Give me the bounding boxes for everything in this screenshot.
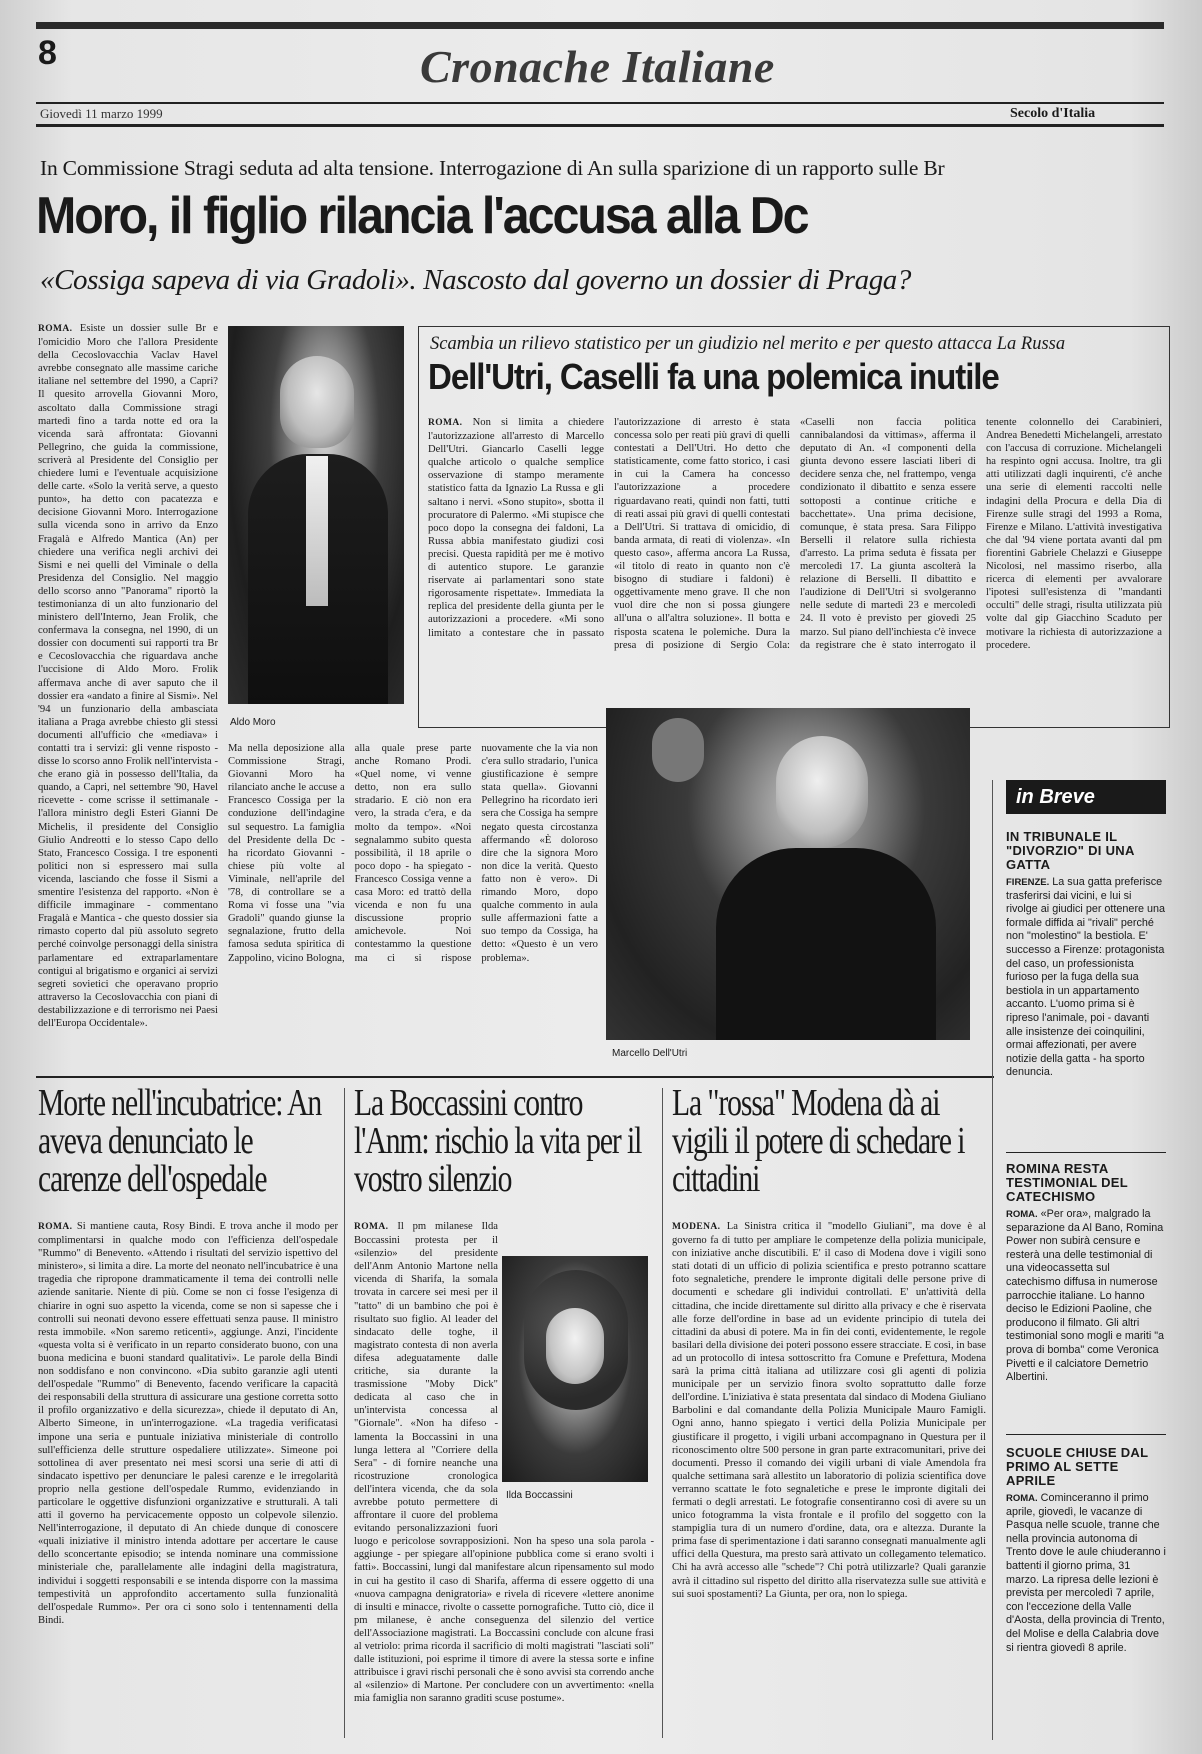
- bottom-story-1-body: Si mantiene cauta, Rosy Bindi. E trova anche il modo per complimentarsi in qualche modo con l'efficienza dell'ospedale "Rummo" di Benevento. «Attendo i risultati del servizio ispettivo del ministero», si limita a dire. La morte del neonato nell'incubatrice è una tragedia che ripropone drammaticamente il tema dei controlli nelle aziende sanitarie. Niente di più. Come se non ci fosse l'esigenza di chiarire in ogni suo aspetto la vicenda, come se non si sapesse che i controlli sui neonati devono essere effettuati senza pause. Il ministro resta immobile. «Non saremo reticenti», aggiunge. Anzi, l'incidente «questa volta si è verificato in un reparto considerato buono, con una buona medicina e buoni standard qualitativi». Le parole della Bindi non soddisfano e non convincono. «Dia subito garanzie agli utenti dell'ospedale "Rummo" di Benevento, facendo verificare la capacità dei responsabili della struttura di assicurare una gestione corretta sotto il profilo organizzativo e della sicurezza», chiede il deputato di An, Alberto Simeone, in un'interrogazione. «La tragedia verificatasi impone una seria e puntuale iniziativa ministeriale di controllo sull'efficienza delle strutture ospedaliere utilizzate». Simeone poi sottolinea di aver presentato nei mesi scorsi una serie di atti di sindacato ispettivo per denunciare le palesi carenze e le irregolarità proprio nella gestione dell'ospedale Rummo, evidenziando in particolare le oggettive disfunzioni organizzative e strutturali. A tali atti il governo ha pervicacemente opposto un colpevole silenzio. Nell'interrogazione, il deputato di An chiede dunque di conoscere «quali iniziative il ministro intenda adottare per accertare le cause dello sconcertante episodio; se intenda nominare una commissione ministeriale che, parallelamente alle indagini della magistratura, individui i soggetti responsabili e se intenda disporre con la massima tempestività un approfondito accertamento sulla funzionalità dell'ospedale Rummo». Per ora ci sono solo i tentennamenti della Bindi.: [38, 1221, 338, 1626]
- portrait-face-shape: [776, 736, 868, 848]
- box-headline: Dell'Utri, Caselli fa una polemica inutile: [428, 356, 999, 397]
- brief-dateline-1: FIRENZE.: [1006, 877, 1050, 888]
- bottom-story-1-headline: Morte nell'incubatrice: An aveva denunciato le carenze dell'ospedale: [38, 1084, 322, 1200]
- top-rule: [36, 22, 1164, 29]
- main-story-column-1: [38, 322, 218, 1064]
- brief-title-3: SCUOLE CHIUSE DAL PRIMO AL SETTE APRILE: [1006, 1445, 1149, 1488]
- bottom-section-rule: [36, 1076, 994, 1078]
- in-breve-label: in Breve: [1016, 786, 1095, 808]
- brief-title-1: IN TRIBUNALE IL "DIVORZIO" DI UNA GATTA: [1006, 829, 1135, 872]
- bottom-story-1-text: [38, 1220, 338, 1740]
- brief-divider: [1006, 1152, 1166, 1153]
- dellutri-photo-caption: Marcello Dell'Utri: [612, 1048, 688, 1059]
- aldo-moro-photo: [228, 326, 404, 704]
- portrait-face-shape: [280, 356, 354, 448]
- column-divider: [992, 780, 993, 1740]
- bottom-story-2-headline-box: [354, 1084, 654, 1208]
- bottom-story-2-dateline: ROMA.: [354, 1222, 389, 1232]
- brief-dateline-2: ROMA.: [1006, 1209, 1038, 1220]
- portrait-body-shape: [716, 848, 936, 1040]
- page-number: 8: [38, 34, 57, 72]
- brief-text-1: La sua gatta preferisce trasferirsi dai vicini, e lui si rivolge ai giudici per ottenere una formale diffida ai "rivali" perché non "molestino" la bestiola. E' successo a Firenze: protagonista del caso, un professionista furioso per la fuga della sua bestiola in un appartamento accanto. L'uomo prima si è ripreso l'animale, poi - davanti alle insistenze dei coinquilini, ormai affezionati, per avere notizie della gatta - ha sporto denuncia.: [1006, 876, 1166, 1079]
- bottom-story-3-dateline: MODENA.: [672, 1222, 721, 1232]
- background-figure-shape: [652, 718, 704, 782]
- main-kicker: In Commissione Stragi seduta ad alta tensione. Interrogazione di An sulla sparizione di un rapporto sulle Br: [40, 156, 945, 180]
- paper-name: Secolo d'Italia: [1010, 106, 1096, 121]
- main-subhead: «Cossiga sapeva di via Gradoli». Nascosto dal governo un dossier di Praga?: [40, 264, 912, 296]
- bottom-story-1-dateline: ROMA.: [38, 1222, 73, 1232]
- boccassini-photo-caption: Ilda Boccassini: [506, 1490, 573, 1501]
- bottom-story-1-headline-box: [38, 1084, 338, 1208]
- bottom-story-2-headline: La Boccassini contro l'Anm: rischio la vita per il vostro silenzio: [354, 1084, 642, 1200]
- main-story-text-1: Esiste un dossier sulle Br e l'omicidio Moro che l'allora Presidente della Cecoslovacchia Vaclav Havel avrebbe consegnato alle massime cariche italiane nel settembre del 1990, a Capri? Il quesito arrovella Giovanni Moro, ascoltato dalla Commissione stragi martedì fino a tarda notte ed ora la vicenda sarà affrontata: Giovanni Pellegrino, che guida la commissione, scriverà al Presidente del Consiglio per chiedere lumi e l'eventuale acquisizione delle carte. «Solo la verità serve, a questo punto», ha detto con pacatezza e decisione Giovanni Moro. Interrogazione sulla vicenda sono in arrivo da Enzo Fragalà e Alfredo Mantica (An) per chiedere una verifica negli archivi dei Sismi e nei quelli del Viminale o della Presidenza del Consiglio. Nel maggio dello scorso anno "Panorama" riportò la testimonianza di un alto funzionario del ministero dell'Interno, Jean Frolik, che confermava la consegna, nel 1990, di un dossier con documenti sui rapporti tra Br e Cecoslovacchia che riguardava anche l'uccisione di Aldo Moro. Frolik affermava anche di aver saputo che il dossier era «andato a finire al Sismi». Nel '94 un funzionario della ambasciata italiana a Praga avrebbe chiesto gli stessi documenti all'ufficio che «mediava» i contatti tra i servizi: gli venne risposto - disse lo scorso anno Frolik nell'intervista - che erano già in possesso dell'Italia, da quando, a Capri, nel settembre '90, Havel ricevette - come scrisse il settimanale - l'allora ministro degli Esteri Gianni De Michelis, il presidente del Consiglio Giulio Andreotti e lo stesso Capo dello Stato, Francesco Cossiga. I tre esponenti politici non si espressero mai sulla vicenda, lasciando che fosse il Sismi a smentire l'esistenza del rapporto. «Non è difficile immaginare - commentano Fragalà e Mantica - che questo dossier sia rimasto coperto dal più assoluto segreto perché coinvolge personaggi della sinistra parlamentare ed extraparlamentare contigui al brigatismo e organici ai servizi segreti sovietici che operavano proprio attraverso la Cecoslovacchia con piani di destabilizzazione e di terrorismo nei Paesi dell'Europa Occidentale».: [38, 323, 218, 1029]
- brief-item-3: [1006, 1446, 1166, 1655]
- box-text: [428, 416, 1162, 718]
- brief-text-3: Cominceranno il primo aprile, giovedì, le vacanze di Pasqua nelle scuole, tranne che nella provincia autonoma di Trento dove le aule chiuderanno i battenti il giorno prima, 31 marzo. La ripresa delle lezioni è prevista per mercoledì 7 aprile, con l'eccezione della Valle d'Aosta, della provincia di Trento, del Molise e della Calabria dove si rientra giovedì 8 aprile.: [1006, 1492, 1166, 1654]
- in-breve-banner: [1006, 780, 1166, 814]
- box-dateline: ROMA.: [428, 418, 463, 428]
- portrait-shirt-shape: [306, 456, 328, 606]
- column-divider: [344, 1088, 345, 1738]
- issue-date: Giovedì 11 marzo 1999: [40, 106, 163, 121]
- section-title: Cronache Italiane: [420, 41, 775, 92]
- dellutri-photo: [606, 708, 970, 1040]
- bottom-story-2-body: Il pm milanese Ilda Boccassini protesta per il «silenzio» del presidente dell'Anm Antonio Martone nella vicenda di Sharifa, la somala trovata in carcere sei mesi per il "tatto" di un bambino che poi è risultato suo figlio. Al leader del sindacato delle toghe, il magistrato contesta di non averla difesa adeguatamente dalle critiche, sia durante la trasmissione "Moby Dick" dedicata al caso che in un'intervista concessa al "Giornale". «Non ha difeso - lamenta la Boccassini in una lunga lettera al "Corriere della Sera" - di fornire neanche una ricostruzione cronologica dell'intera vicenda, che da sola avrebbe potuto permettere di affrontare il cuore del problema evitando personalizzazioni fuori luogo e pericolose sovrapposizioni. Non ha speso una sola parola - aggiunge - per spiegare all'opinione pubblica come si erano svolti i fatti». Boccassini, lungi dal manifestare alcun ripensamento sul modo in cui ha gestito il caso di Sharifa, afferma di essere oggetto di una «nuova campagna denigratoria» e rivela di ricevere «lettere anonime di insulti e minacce, rivolte o cassette pornografiche. Tutto ciò, dice il pm milanese, è anche conseguenza del silenzio del vertice dell'Associazione magistrati. La Boccassini conclude con alcune frasi al vetriolo: prima ricorda il sacrificio di molti magistrati "lasciati soli" dalle istituzioni, poi esprime il timore di avere la stessa sorte e infine attribuisce i gravi rischi personali che è sono avvisi sta correndo anche al «silenzio» di Martone. Per concludere con un avvertimento: «nella mia famiglia non saranno graditi scuse postume».: [354, 1221, 654, 1705]
- bottom-story-3-headline: La "rossa" Modena dà ai vigili il potere di schedare i cittadini: [672, 1084, 965, 1200]
- bottom-story-3-text: [672, 1220, 986, 1740]
- bottom-story-3-body: La Sinistra critica il "modello Giuliani", ma dove è al governo fa di tutto per ampliare le competenze della polizia municipale, con iniziative anche discutibili. E' il caso di Modena dove i vigili sono stati dotati di un ufficio di polizia scientifica e presto potranno scattare foto segnaletiche, prendere le impronte digitali delle persone prive di documenti e schedare gli individui controllati. E' un'attività della cittadina, che incide direttamente sul diritto alla privacy e che è riservata alle forze dell'ordine in base ad un evidente principio di tutela dei cittadini da abusi di potere. Ma in fin dei conti, evidentemente, le regole basilari della divisione dei poteri possono essere stracciate. E così, in base ad un protocollo di intesa sottoscritto fra Comune e Prefettura, Modena sarà la prima città italiana ad utilizzare così gli agenti di polizia municipale per un servizio finora svolto soprattutto dalle forze dell'ordine. L'iniziativa è stata presentata dal sindaco di Modena Giuliano Barbolini e dal comandante della Polizia Municipale Mauro Famigli. Ogni anno, hanno spiegato i vertici della Polizia Municipale per giustificare il progetto, i vigili urbani accompagnano in Questura per il riconoscimento oltre 500 persone in gran parte extracomunitari, prive dei documenti. Presso il comando dei vigili urbani di viale Amendola fra qualche settimana sarà allestito un laboratorio di polizia scientifica dove verranno scattate le foto segnaletiche e prese le impronte digitali dei fermati o degli arrestati. Le fotografie consentiranno così di avere su un unico fotogramma la vista frontale e il profilo del soggetto con la stampiglia tura di un numero d'ordine, data, ora e altezza. Durante la prima fase di sperimentazione i dati saranno consegnati manualmente agli uffici della Questura, ma presto sarà attivato un collegamento telematico. Chi ha avrà accesso alle "schede"? Chi potrà utilizzarle? Quali garanzie avrà il cittadino sul rispetto del diritto alla riservatezza sulle sue attività e sui suoi spostamenti? La Giunta, per ora, non lo spiega.: [672, 1221, 986, 1600]
- brief-item-1: [1006, 830, 1166, 1080]
- masthead-rule: [36, 102, 1164, 104]
- main-story-text-2: Ma nella deposizione alla Commissione Stragi, Giovanni Moro ha rilanciato anche le accuse a Francesco Cossiga per la conduzione dell'indagine sul sequestro. La famiglia del Presidente della Dc - ha ricordato Giovanni - chiese più volte al Viminale, nell'aprile del '78, di controllare se a Roma vi fosse una "via Gradoli" quando giunse la segnalazione, frutto della famosa seduta spiritica di Zappolino, vicino Bologna, alla quale prese parte anche Romano Prodi. «Quel nome, vi venne detto, non era sullo stradario. E ciò non era vero, la strada c'era, e da molto da tempo». «Noi segnalammo subito questa possibilità, il 18 aprile o poco dopo - ha spiegato - Francesco Cossiga venne a casa Moro: ed trattò della vicenda e non fu una discussione proprio amichevole. Noi contestammo la questione ma ci si rispose nuovamente che la via non c'era sullo stradario, l'unica giustificazione è sempre stata quella». Giovanni Pellegrino ha ricordato ieri sera che Cossiga ha sempre negato questa circostanza affermando «È doloroso dire che la signora Moro non dice la verità. Questo fatto non è vero». Di rimando Moro, dopo qualche commento in aula sulle affermazioni fatte a suo tempo da Cossiga, ha detto: «Questo è un vero problema».: [228, 743, 598, 964]
- brief-divider: [1006, 1434, 1166, 1435]
- main-dateline: ROMA.: [38, 324, 73, 334]
- main-story-column-2: [228, 742, 598, 1064]
- bottom-story-3-headline-box: [672, 1084, 988, 1208]
- brief-text-2: «Per ora», malgrado la separazione da Al Bano, Romina Power non subirà censure e resterà una delle testimonial di una videocassetta sul catechismo diffusa in numerose parrocchie italiane. Lo hanno deciso le Edizioni Paoline, che producono il filmato. Gli altri testimonial sono mogli e mariti "a prova di bomba" come Veronica Pivetti e il calciatore Demetrio Albertini.: [1006, 1208, 1165, 1384]
- main-headline: Moro, il figlio rilancia l'accusa alla Dc: [36, 187, 808, 245]
- boccassini-photo: [502, 1256, 648, 1482]
- brief-item-2: [1006, 1162, 1166, 1385]
- masthead-rule-bottom: [36, 124, 1164, 127]
- brief-dateline-3: ROMA.: [1006, 1493, 1038, 1504]
- moro-photo-caption: Aldo Moro: [230, 717, 276, 728]
- box-kicker: Scambia un rilievo statistico per un giudizio nel merito e per questo attacca La Russa: [430, 334, 1066, 354]
- column-divider: [662, 1088, 663, 1738]
- box-body: Non si limita a chiedere l'autorizzazione all'arresto di Marcello Dell'Utri. Giancarlo Caselli legge qualche articolo o qualche semplice osservazione di stampo meramente statistico fatta da Ignazio La Russa e gli saltano i nervi. «Sono stupito», sbotta il procuratore di Palermo. «Mi stupisce che poco dopo la consegna dei faldoni, La Russa abbia manifestato giudizi così precisi. Questa rapidità per me è motivo di autentico stupore. Le garanzie riservate ai parlamentari sono state rigorosamente rispettate». Immediata la replica del presidente della giunta per le autorizzazioni a procedere. «Mi sono limitato a contestare che in passato l'autorizzazione di arresto è stata concessa solo per reati più gravi di quelli contestati a Dell'Utri. Ho detto che statisticamente, come fatto storico, i casi in cui la Camera ha concesso l'autorizzazione a procedere riguardavano reati, quindi non fatti, tutti di reati assai più gravi di quelli contestati a Dell'Utri. Si trattava di omicidio, di banda armata, di reati di violenza». «In questo caso», afferma ancora La Russa, «il titolo di reato in quanto non c'è bisogno di studiare i faldoni) è oggettivamente meno grave. Il che non vuol dire che non si possa giungere all'una o all'altra soluzione». Il botta e risposta scatena le polemiche. Dura la presa di posizione di Sergio Cola: «Caselli non faccia politica cannibalandosi da vittimas», afferma il deputato di An. «I componenti della giunta devono essere lasciati liberi di decidere senza che, nel frattempo, venga condizionato il dibattito e senza essere sottoposti a continue critiche e bacchettate». Una prima decisione, comunque, è stata presa. Sara Filippo Berselli il relatore sulla richiesta d'arresto. La prima seduta è fissata per mercoledì 17. La giunta ascolterà la relazione di Berselli. Il dibattito e l'audizione di Dell'Utri si svolgeranno nelle sedute di martedì 23 e mercoledì 24. Il voto è previsto per giovedì 25 marzo. Sul piano dell'inchiesta c'è invece da registrare che è stato interrogato il tenente colonnello dei Carabinieri, Andrea Benedetti Michelangeli, arrestato con l'accusa di corruzione. Michelangeli ha respinto ogni accusa. Inoltre, tra gli atti utilizzati dagli inquirenti, c'è anche una serie di elementi raccolti nelle indagini della Procura e della Dia di Firenze sulle stragi del 1993 a Roma, Firenze e Milano. L'attività investigativa che dal '94 viene portata avanti dal pm fiorentini Gabriele Chelazzi e Giuseppe Nicolosi, nel massimo riserbo, alla ricerca di elementi per avvalorare l'ipotesi sull'esistenza di "mandanti occulti" delle stragi, risulta utilizzata più volte dal gip Giacchino Scaduto per motivare la richiesta di autorizzazione a procedere.: [428, 417, 1162, 651]
- portrait-face-shape: [546, 1308, 604, 1384]
- brief-title-2: ROMINA RESTA TESTIMONIAL DEL CATECHISMO: [1006, 1161, 1128, 1204]
